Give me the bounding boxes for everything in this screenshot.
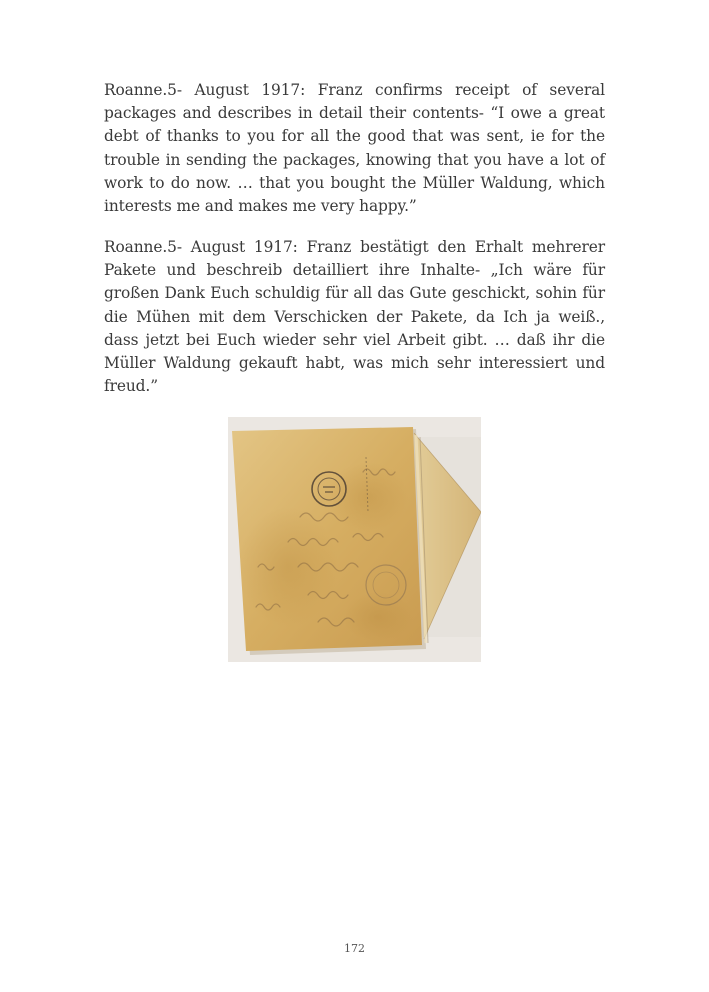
page-number: 172	[344, 942, 365, 955]
envelope-icon	[228, 417, 481, 662]
paragraph-english: Roanne.5- August 1917: Franz confirms receipt of several packages and describes in detail their contents- “I owe a great debt of thanks to you for all the good that was sent, ie for the trouble in sending the packages, knowing that you have a lot of work to do now. … that you bought the Müller Waldung, which interests me and makes me very happy.”	[104, 81, 605, 216]
paragraph-german: Roanne.5- August 1917: Franz bestätigt den Erhalt mehrerer Pakete und beschreib detailliert ihre Inhalte- „Ich wäre für großen Dank Euch schuldig für all das Gute geschickt, sohin für die Mühen mit dem Verschicken der Pakete, da Ich ja weiß., dass jetzt bei Euch wieder sehr viel Arbeit gibt. … daß ihr die Müller Waldung gekauft habt, was mich sehr interessiert und freud.”	[104, 238, 605, 396]
envelope-photo	[228, 417, 481, 662]
